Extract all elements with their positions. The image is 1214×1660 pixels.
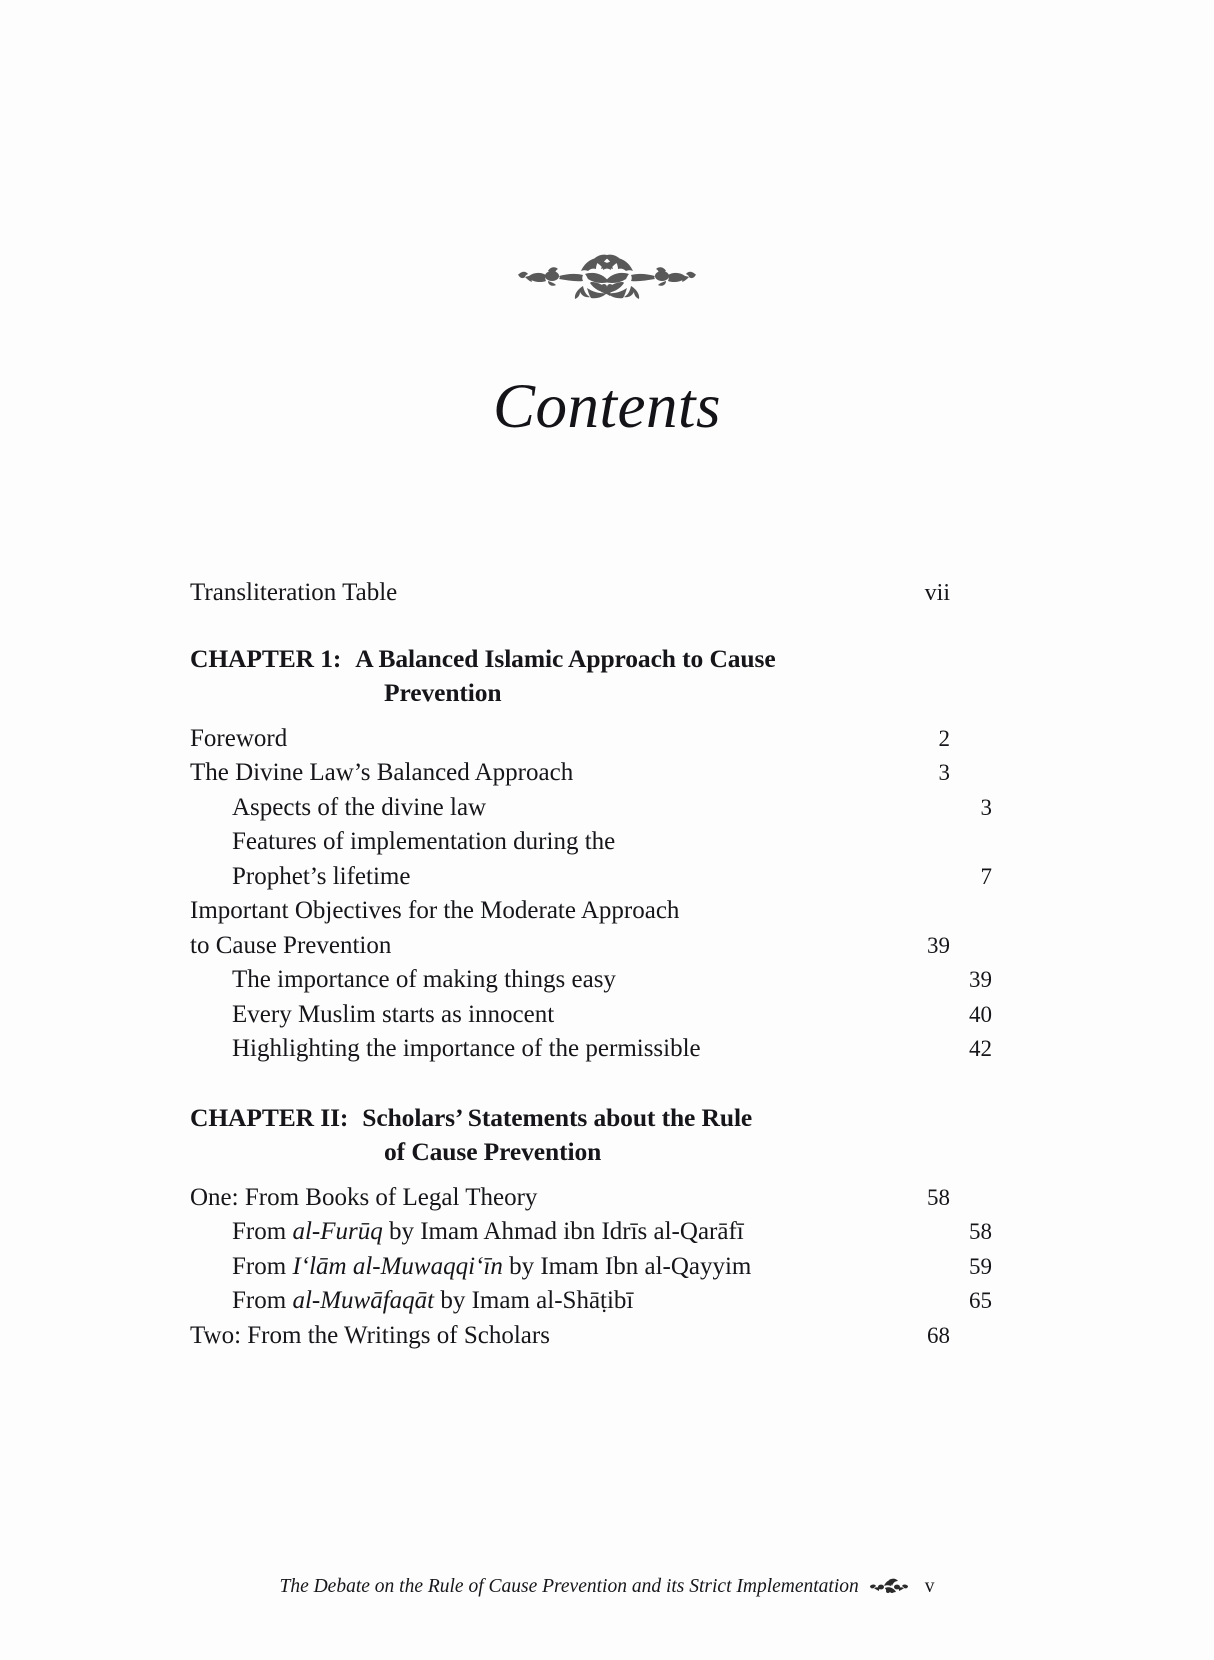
toc-entry[interactable] [190, 1284, 992, 1319]
chapter-number-label: CHAPTER 1: [190, 644, 342, 673]
chapter-title-line-1: Scholars’ Statements about the Rule [362, 1102, 753, 1132]
toc-entry[interactable] [190, 894, 950, 929]
toc-entry-label [232, 1284, 932, 1319]
toc-entry-label-suffix: by Imam al-Shāṭibī [434, 1287, 634, 1315]
toc-entry-label: Prophet’s lifetime [232, 862, 411, 890]
toc-entry[interactable] [190, 1319, 950, 1354]
page-title: Contents [492, 371, 721, 441]
chapter-1-entries [190, 722, 992, 1067]
toc-entry[interactable] [190, 1032, 992, 1067]
chapter-heading-1[interactable] [190, 642, 950, 710]
toc-entry[interactable] [190, 722, 950, 757]
toc-entry-label: Features of implementation during the [232, 828, 616, 856]
toc-entry[interactable] [190, 756, 950, 791]
chapter-number-label: CHAPTER II: [190, 1102, 349, 1132]
toc-entry[interactable] [190, 791, 992, 826]
toc-entry-page: 39 [927, 932, 950, 958]
toc-entry-label: to Cause Prevention [190, 931, 392, 959]
toc-entry-label: Highlighting the importance of the permissible [232, 1035, 701, 1063]
toc-entry-label-prefix: From [232, 1287, 293, 1315]
footer-page-number: v [924, 1576, 935, 1597]
toc-entry[interactable] [190, 1215, 992, 1250]
toc-entry-page: vii [924, 580, 950, 606]
chapter-title-line-2: Prevention [384, 677, 502, 707]
floral-flourish-ornament [0, 252, 1214, 300]
chapter-2-entries [190, 1181, 992, 1354]
toc-entry-page: 2 [938, 725, 950, 751]
toc-entry-label [232, 1250, 932, 1285]
toc-entry-page: 39 [969, 967, 992, 993]
toc-entry-label: Transliteration Table [190, 579, 398, 606]
toc-entry-label: One: From Books of Legal Theory [190, 1183, 538, 1211]
toc-entry[interactable] [190, 998, 992, 1033]
chapter-title-line-2: of Cause Prevention [384, 1136, 602, 1166]
toc-entry-page: 58 [969, 1219, 992, 1245]
toc-entry-label-prefix: From [232, 1252, 293, 1280]
toc-entry-label: Important Objectives for the Moderate Approach [190, 897, 680, 925]
toc-entry-page: 65 [969, 1288, 992, 1314]
toc-entry-label: Foreword [190, 724, 288, 752]
toc-entry-label: The importance of making things easy [232, 966, 616, 994]
toc-entry-label-prefix: From [232, 1218, 293, 1246]
toc-entry[interactable] [190, 1250, 992, 1285]
toc-entry-label-italic-title: al-Furūq [292, 1218, 383, 1246]
running-title: The Debate on the Rule of Cause Prevention and its Strict Implementation [279, 1576, 859, 1597]
toc-entry-label-suffix: by Imam Ahmad ibn Idrīs al-Qarāfī [382, 1218, 744, 1246]
toc-entry-label [232, 1215, 932, 1250]
toc-entry-page: 3 [980, 794, 992, 820]
toc-entry[interactable] [190, 929, 950, 964]
toc-entry-label: Aspects of the divine law [232, 793, 487, 821]
toc-entry-front-matter[interactable] [190, 578, 950, 608]
chapter-title-line-1: A Balanced Islamic Approach to Cause [355, 644, 776, 673]
toc-entry[interactable] [190, 860, 992, 895]
toc-entry-page: 68 [927, 1322, 950, 1348]
toc-entry-label-italic-title: al-Muwāfaqāt [292, 1287, 435, 1315]
toc-entry[interactable] [190, 1181, 950, 1216]
toc-entry-label-suffix: by Imam Ibn al-Qayyim [502, 1252, 752, 1280]
toc-entry-page: 58 [927, 1184, 950, 1210]
toc-entry-label: The Divine Law’s Balanced Approach [190, 759, 574, 787]
toc-entry-page: 3 [938, 760, 950, 786]
toc-entry-page: 7 [980, 863, 992, 889]
chapter-heading-2[interactable] [190, 1101, 950, 1169]
toc-entry[interactable] [190, 963, 992, 998]
toc-entry-page: 59 [969, 1253, 992, 1279]
toc-entry-page: 40 [969, 1001, 992, 1027]
page-footer [0, 1540, 1214, 1660]
small-floral-ornament [869, 1578, 909, 1596]
table-of-contents [190, 578, 992, 1353]
toc-entry[interactable] [190, 825, 992, 860]
toc-entry-label-italic-title: I‘lām al-Muwaqqi‘īn [292, 1252, 503, 1280]
toc-entry-page: 42 [969, 1036, 992, 1062]
toc-entry-label: Two: From the Writings of Scholars [190, 1321, 550, 1349]
toc-entry-label: Every Muslim starts as innocent [232, 1000, 555, 1028]
